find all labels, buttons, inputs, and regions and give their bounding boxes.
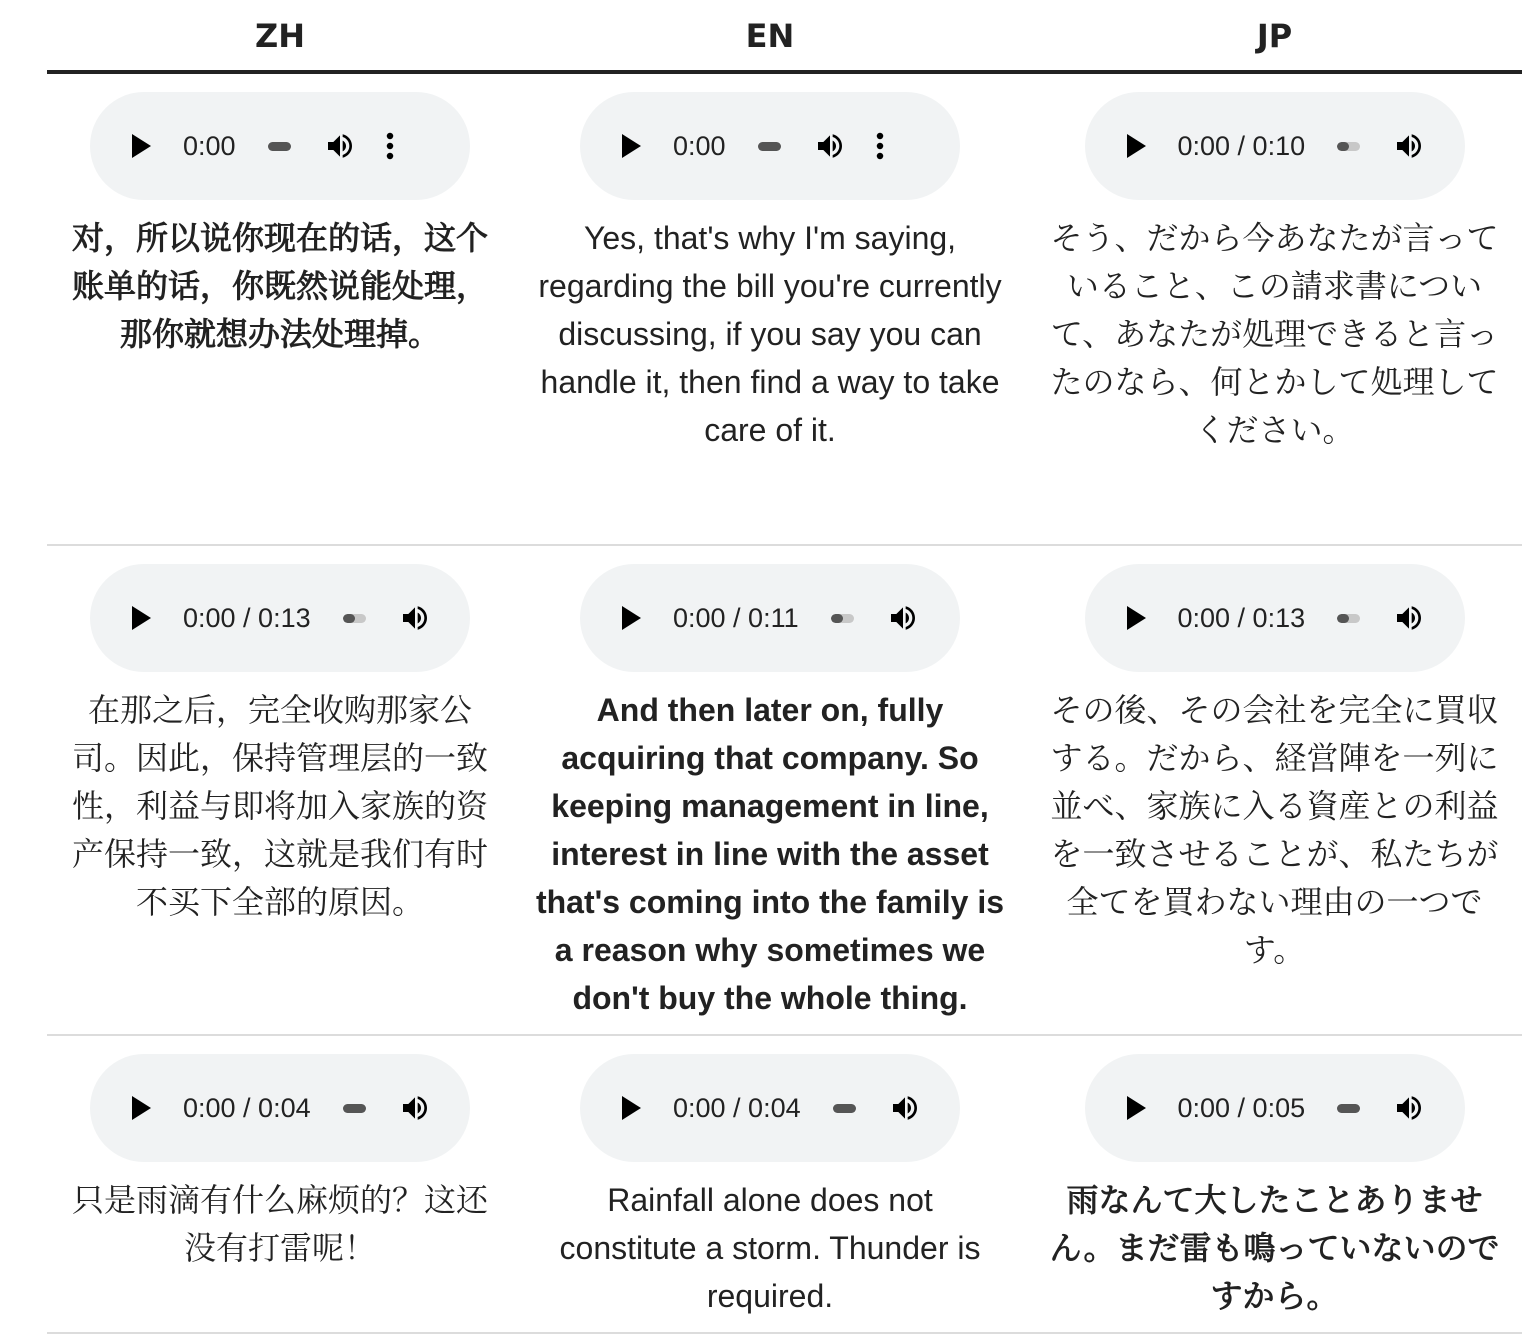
cell-zh	[47, 1036, 513, 1338]
audio-player[interactable]	[580, 564, 960, 672]
sentence-text: そう、だから今あなたが言っていること、この請求書について、あなたが処理できると言ったのなら、何とかして処理してください。	[1050, 219, 1499, 449]
cell-zh	[47, 546, 513, 1040]
volume-icon[interactable]	[813, 130, 847, 162]
sentence-text: And then later on, fully acquiring that company. So keeping management in line, interest in line with the asset that's coming into the family is a reason why sometimes we don't buy the whole thing.	[535, 692, 1005, 1016]
table-row	[47, 74, 1522, 546]
more-vertical-icon[interactable]	[385, 131, 395, 161]
time-display: 0:00	[183, 130, 236, 161]
column-header-en: EN	[745, 17, 795, 55]
cell-en	[513, 1036, 1027, 1338]
table-header	[47, 0, 1522, 74]
audio-player[interactable]	[90, 1054, 470, 1162]
play-icon[interactable]	[1127, 134, 1146, 158]
progress-slider[interactable]	[831, 614, 854, 623]
play-icon[interactable]	[622, 606, 641, 630]
more-vertical-icon[interactable]	[875, 131, 885, 161]
volume-icon[interactable]	[323, 130, 357, 162]
sentence-text: 只是雨滴有什么麻烦的？这还没有打雷呢！	[71, 1181, 488, 1267]
time-display: 0:00 / 0:10	[1177, 130, 1306, 161]
audio-player[interactable]	[1085, 92, 1465, 200]
volume-icon[interactable]	[888, 1092, 922, 1124]
column-header-jp: JP	[1256, 17, 1293, 55]
play-icon[interactable]	[1127, 606, 1146, 630]
cell-jp	[1027, 74, 1522, 544]
cell-jp	[1027, 1036, 1522, 1338]
time-display: 0:00 / 0:11	[673, 602, 799, 633]
progress-slider[interactable]	[268, 142, 291, 151]
audio-player[interactable]	[90, 564, 470, 672]
audio-player[interactable]	[1085, 1054, 1465, 1162]
cell-en	[513, 546, 1027, 1040]
play-icon[interactable]	[1127, 1096, 1146, 1120]
time-display: 0:00 / 0:04	[183, 1092, 311, 1123]
cell-jp	[1027, 546, 1522, 1040]
volume-icon[interactable]	[398, 602, 432, 634]
audio-player[interactable]	[90, 92, 470, 200]
play-icon[interactable]	[622, 1096, 641, 1120]
time-display: 0:00 / 0:13	[1177, 602, 1306, 633]
audio-player[interactable]	[580, 1054, 960, 1162]
progress-slider[interactable]	[833, 1104, 856, 1113]
progress-slider[interactable]	[1337, 614, 1360, 623]
time-display: 0:00 / 0:13	[183, 602, 311, 633]
play-icon[interactable]	[132, 606, 151, 630]
sentence-text: Yes, that's why I'm saying, regarding the bill you're currently discussing, if you say you can handle it, then find a way to take care of it.	[538, 220, 1002, 448]
time-display: 0:00 / 0:04	[673, 1092, 801, 1123]
cell-en	[513, 74, 1027, 544]
audio-player[interactable]	[580, 92, 960, 200]
translation-table	[47, 0, 1522, 1334]
column-header-zh: ZH	[255, 17, 305, 55]
cell-zh	[47, 74, 513, 544]
sentence-text: Rainfall alone does not constitute a storm. Thunder is required.	[559, 1182, 981, 1314]
volume-icon[interactable]	[886, 602, 920, 634]
table-row	[47, 1036, 1522, 1334]
table-row	[47, 546, 1522, 1036]
time-display: 0:00 / 0:05	[1177, 1092, 1306, 1123]
progress-slider[interactable]	[343, 614, 366, 623]
volume-icon[interactable]	[1392, 130, 1426, 162]
sentence-text: その後、その会社を完全に買収する。だから、経営陣を一列に並べ、家族に入る資産との利益を一致させることが、私たちが全てを買わない理由の一つです。	[1050, 691, 1499, 969]
sentence-text: 雨なんて大したことありません。まだ雷も鳴っていないのですから。	[1049, 1181, 1500, 1315]
audio-player[interactable]	[1085, 564, 1465, 672]
sentence-text: 在那之后，完全收购那家公司。因此，保持管理层的一致性，利益与即将加入家族的资产保持一致，这就是我们有时不买下全部的原因。	[71, 691, 488, 921]
volume-icon[interactable]	[1392, 602, 1426, 634]
progress-slider[interactable]	[1337, 142, 1360, 151]
volume-icon[interactable]	[398, 1092, 432, 1124]
volume-icon[interactable]	[1392, 1092, 1426, 1124]
progress-slider[interactable]	[343, 1104, 366, 1113]
play-icon[interactable]	[622, 134, 641, 158]
time-display: 0:00	[673, 130, 726, 161]
play-icon[interactable]	[132, 134, 151, 158]
progress-slider[interactable]	[758, 142, 781, 151]
play-icon[interactable]	[132, 1096, 151, 1120]
progress-slider[interactable]	[1337, 1104, 1360, 1113]
sentence-text: 对，所以说你现在的话，这个账单的话，你既然说能处理，那你就想办法处理掉。	[71, 219, 488, 353]
